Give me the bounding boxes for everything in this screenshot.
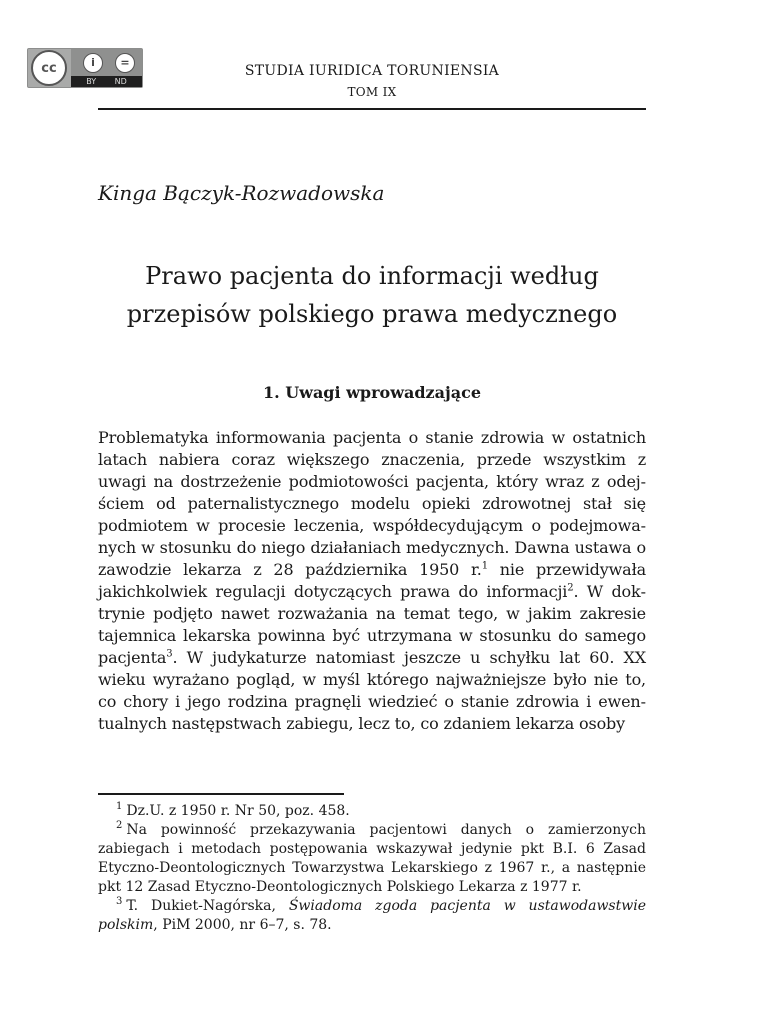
footnote-ref-2[interactable]: 2 xyxy=(567,582,574,594)
by-person-icon: i xyxy=(83,53,103,73)
article-title xyxy=(60,257,684,333)
cc-logo-icon: cc xyxy=(31,50,67,86)
footnote-2: $^2$ Na powinność przekazywania pacjentowi danych o zamierzonych zabiegach i metodach postępowania wskazywał jedynie pkt B.I. 6 Zasad Etyczno-Deontologicznych Towarzystwa Lekarskiego z 1967 r., a następnie pkt 12 Zasad Etyczno-Deontologicznych Polskiego Lekarza z 1977 r. xyxy=(98,820,646,895)
title-line-2: przepisów polskiego prawa medycznego xyxy=(126,300,618,328)
footnotes xyxy=(98,802,646,935)
body-paragraph: Problematyka informowania pacjenta o stanie zdrowia w ostatnich latach nabiera coraz większego znaczenia, przede wszystkim z uwagi na dostrzeżenie podmiotowości pacjenta, który wraz z odejściem od paternalistycznego modelu opieki zdrowotnej stał się podmiotem w procesie leczenia, współdecydującym o podejmowanych w stosunku do niego działaniach medycznych. Dawna ustawa o zawodzie lekarza z 28 października 1950 r.$^1$ nie przewidywała jakichkolwiek regulacji dotyczących prawa do informacji$^2$. W doktrynie podjęto nawet rozważania na temat tego, w jakim zakresie tajemnica lekarska powinna być utrzymana w stosunku do samego pacjenta$^3$. W judykaturze natomiast jeszcze u schyłku lat 60. XX wieku wyrażano pogląd, w myśl którego najważniejsze było nie to, co chory i jego rodzina pragnęli wiedzieć o stanie zdrowia i ewentualnych następstwach zabiegu, lecz to, co zdaniem lekarza osoby xyxy=(98,428,647,733)
footnote-ref-3[interactable]: 3 xyxy=(166,648,173,660)
section-heading: 1. Uwagi wprowadzające xyxy=(262,383,482,402)
author-name: Kinga Bączyk-Rozwadowska xyxy=(98,181,385,205)
nd-equals-icon: = xyxy=(115,53,135,73)
by-label: BY xyxy=(86,77,97,86)
footnote-3: $^3$ T. Dukiet-Nagórska, Świadoma zgoda pacjenta w ustawodawstwie polskim, PiM 2000, nr 6–7, s. 78. xyxy=(98,896,646,933)
header-rule xyxy=(98,108,646,110)
journal-name: STUDIA IURIDICA TORUNIENSIA xyxy=(244,63,500,79)
footnote-ref-1[interactable]: 1 xyxy=(481,560,488,572)
journal-volume: TOM IX xyxy=(347,85,397,99)
title-line-1: Prawo pacjenta do informacji według xyxy=(145,262,599,290)
nd-label: ND xyxy=(114,77,127,86)
footnote-rule xyxy=(98,793,344,795)
footnote-1: $^1$ Dz.U. z 1950 r. Nr 50, poz. 458. xyxy=(116,801,350,819)
